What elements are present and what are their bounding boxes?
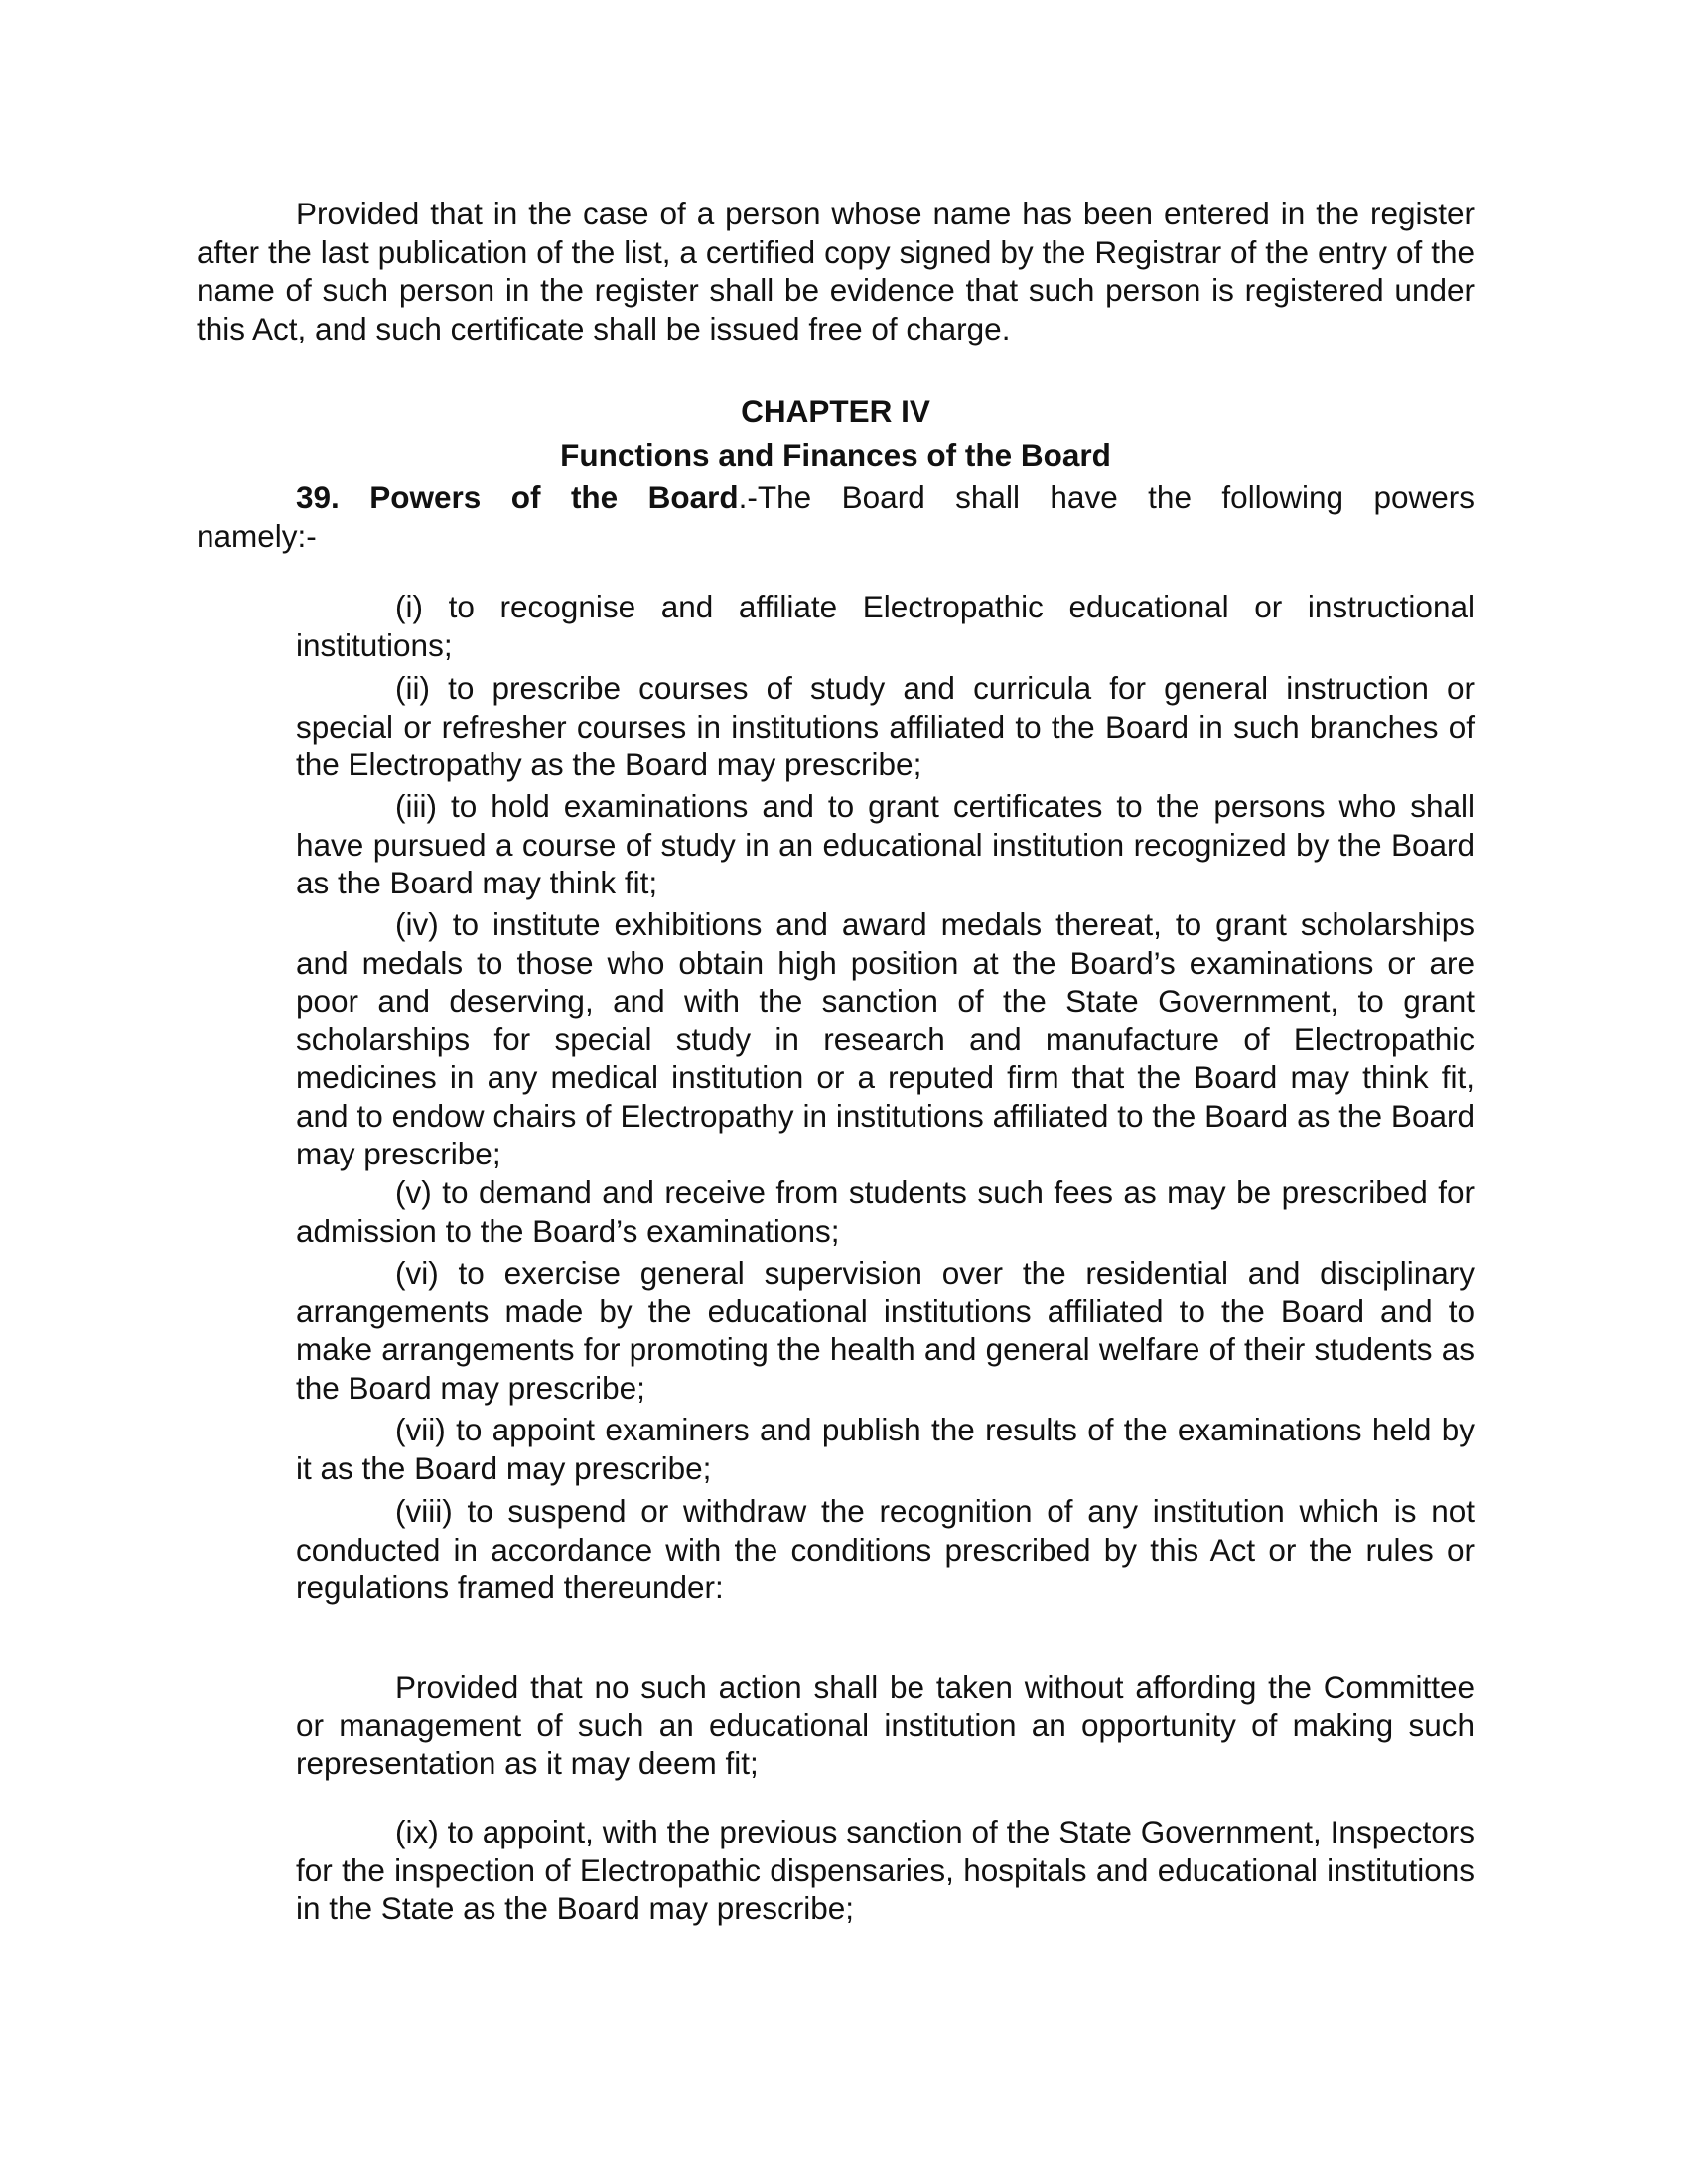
power-item-vii: [296, 1411, 1475, 1487]
power-item-v: [296, 1173, 1475, 1250]
chapter-title: Functions and Finances of the Board: [560, 437, 1111, 473]
power-item-iii: [296, 787, 1475, 902]
power-item-iv: [296, 905, 1475, 1173]
power-text: to appoint, with the previous sanction of the State Government, Inspectors for the inspection of Electropathic dispensaries, hospitals and educational institutions in the State as the Board may prescribe;: [296, 1814, 1475, 1926]
power-num: (vi): [395, 1255, 439, 1291]
power-num: (v): [395, 1174, 432, 1210]
power-item-ix: [296, 1813, 1475, 1928]
power-text: to recognise and affiliate Electropathic educational or instructional institutions;: [296, 589, 1475, 663]
power-num: (iv): [395, 906, 439, 942]
power-text: to appoint examiners and publish the results of the examinations held by it as the Board may prescribe;: [296, 1412, 1475, 1486]
power-num: (vii): [395, 1412, 446, 1447]
power-num: (iii): [395, 788, 437, 824]
power-num: (i): [395, 589, 423, 624]
proviso-recognition: Provided that no such action shall be taken without affording the Committee or management of such an educational institution an opportunity of making such representation as it may deem fit;: [296, 1669, 1475, 1781]
power-text: to hold examinations and to grant certificates to the persons who shall have pursued a course of study in an educational institution recognized by the Board as the Board may think fit;: [296, 788, 1475, 900]
power-item-ii: [296, 669, 1475, 784]
power-text: to suspend or withdraw the recognition of any institution which is not conducted in accordance with the conditions prescribed by this Act or the rules or regulations framed thereunder:: [296, 1493, 1475, 1605]
section-39-intro-text: .-The Board shall have the following powers namely:-: [197, 479, 1475, 554]
power-text: to demand and receive from students such fees as may be prescribed for admission to the Board’s examinations;: [296, 1174, 1475, 1249]
proviso-registration: Provided that in the case of a person whose name has been entered in the register after the last publication of the list, a certified copy signed by the Registrar of the entry of the name of such person in the register shall be evidence that such person is registered under this Act, and such certificate shall be issued free of charge.: [197, 196, 1475, 346]
section-39-intro: [197, 478, 1475, 555]
power-text: to prescribe courses of study and curricula for general instruction or special or refresher courses in institutions affiliated to the Board in such branches of the Electropathy as the Board may prescribe;: [296, 670, 1475, 782]
power-text: to institute exhibitions and award medals thereat, to grant scholarships and medals to those who obtain high position at the Board’s examinations or are poor and deserving, and with the sanction of the State Government, to grant scholarships for special study in research and manufacture of Electropathic medicines in any medical institution or a reputed firm that the Board may think fit, and to endow chairs of Electropathy in institutions affiliated to the Board as the Board may prescribe;: [296, 906, 1475, 1171]
power-item-vi: [296, 1254, 1475, 1407]
power-item-viii: [296, 1492, 1475, 1607]
power-num: (ix): [395, 1814, 439, 1849]
chapter-number: CHAPTER IV: [741, 393, 930, 429]
power-text: to exercise general supervision over the residential and disciplinary arrangements made by the educational institutions affiliated to the Board and to make arrangements for promoting the health and general welfare of their students as the Board may prescribe;: [296, 1255, 1475, 1406]
power-num: (ii): [395, 670, 430, 706]
power-num: (viii): [395, 1493, 453, 1529]
power-item-i: [296, 588, 1475, 664]
section-39-heading: 39. Powers of the Board: [296, 479, 739, 515]
